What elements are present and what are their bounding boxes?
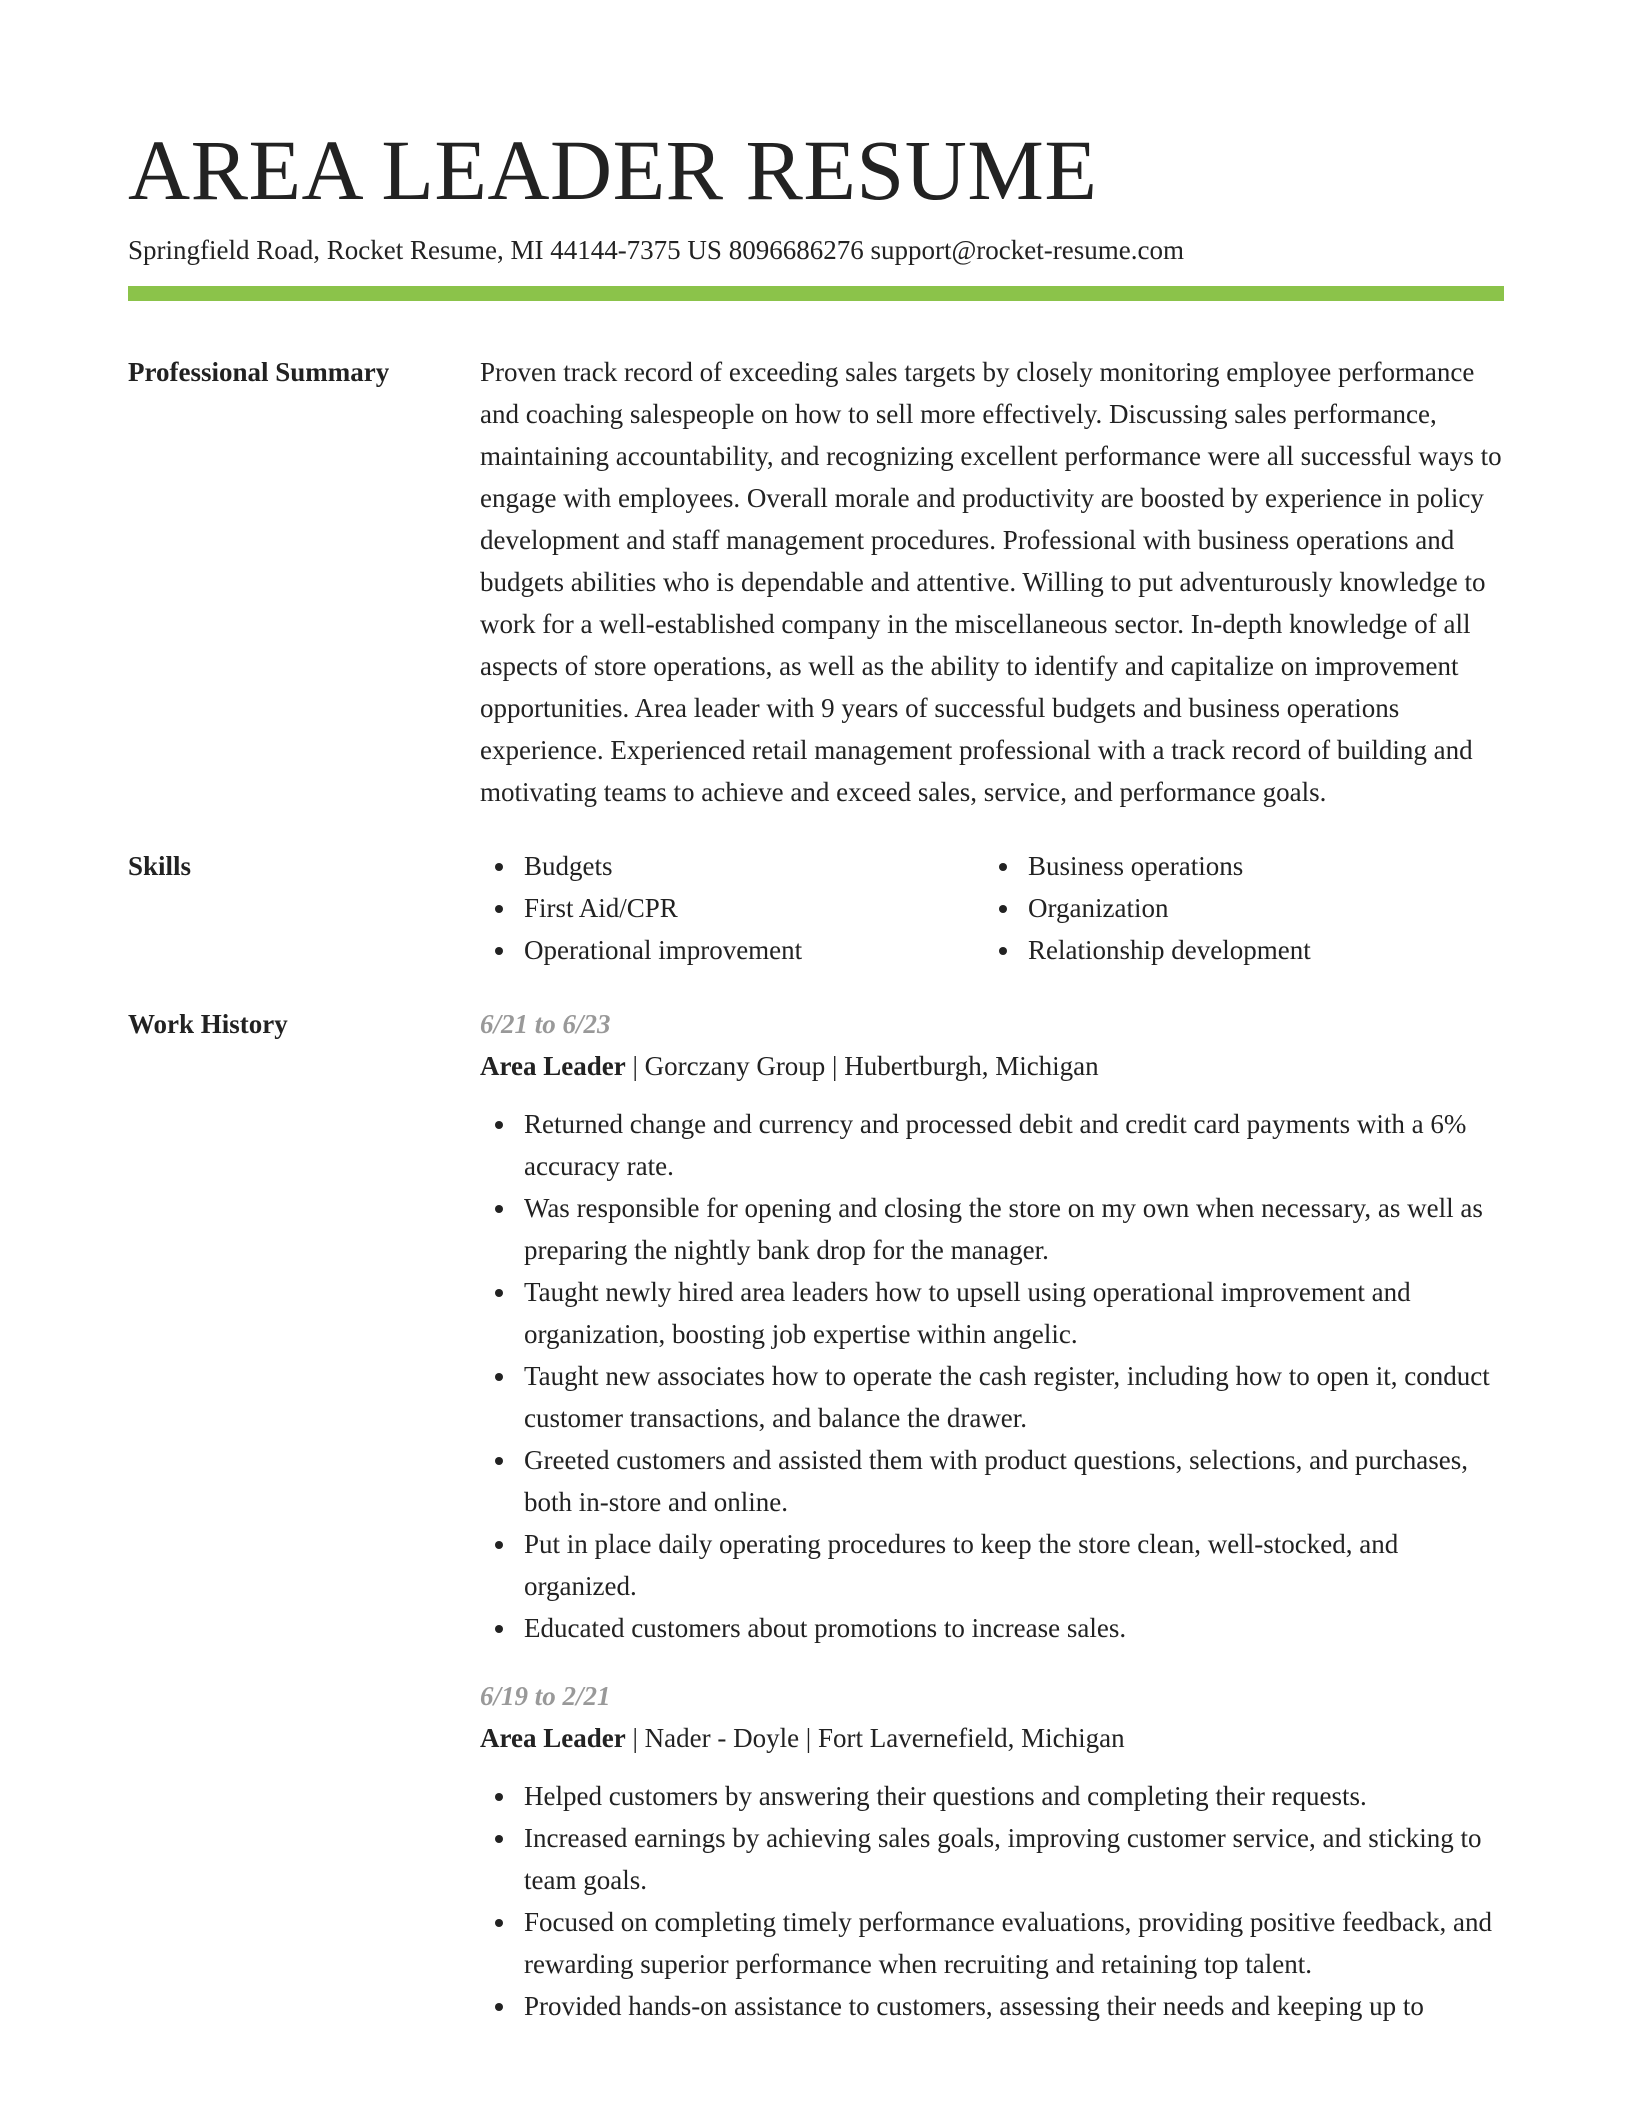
job-bullet: Educated customers about promotions to increase sales.	[480, 1607, 1504, 1649]
job-heading	[480, 1717, 1504, 1759]
job-bullet: Taught newly hired area leaders how to upsell using operational improvement and organization, boosting job expertise within angelic.	[480, 1271, 1504, 1355]
work-history-section	[128, 1003, 1504, 2027]
job-bullet: Greeted customers and assisted them with product questions, selections, and purchases, both in-store and online.	[480, 1439, 1504, 1523]
job-bullet: Increased earnings by achieving sales goals, improving customer service, and sticking to team goals.	[480, 1817, 1504, 1901]
job-dates: 6/21 to 6/23	[480, 1009, 611, 1039]
skill-item: First Aid/CPR	[480, 887, 984, 929]
work-history-body	[480, 1003, 1504, 2027]
job-bullet-list	[480, 1775, 1504, 2027]
skills-body	[480, 845, 1504, 971]
resume-title: AREA LEADER RESUME	[128, 122, 1098, 218]
skills-list	[480, 845, 1504, 971]
job-entry	[480, 1003, 1504, 1649]
job-title: Area Leader	[480, 1051, 626, 1081]
job-bullet: Focused on completing timely performance evaluations, providing positive feedback, and rewarding superior performance when recruiting and retaining top talent.	[480, 1901, 1504, 1985]
job-bullet: Was responsible for opening and closing the store on my own when necessary, as well as preparing the nightly bank drop for the manager.	[480, 1187, 1504, 1271]
job-bullet: Helped customers by answering their questions and completing their requests.	[480, 1775, 1504, 1817]
skill-item: Relationship development	[984, 929, 1504, 971]
job-entry	[480, 1675, 1504, 2027]
job-bullet: Returned change and currency and processed debit and credit card payments with a 6% accuracy rate.	[480, 1103, 1504, 1187]
job-bullet: Provided hands-on assistance to customers, assessing their needs and keeping up to	[480, 1985, 1504, 2027]
job-heading	[480, 1045, 1504, 1087]
skill-item: Business operations	[984, 845, 1504, 887]
skill-item: Organization	[984, 887, 1504, 929]
skill-item: Budgets	[480, 845, 984, 887]
header-divider	[128, 286, 1504, 301]
professional-summary-section	[128, 351, 1504, 813]
section-label: Professional Summary	[128, 357, 390, 387]
resume-page	[128, 118, 1504, 2027]
section-label: Work History	[128, 1009, 288, 1039]
job-bullet: Put in place daily operating procedures to keep the store clean, well-stocked, and organized.	[480, 1523, 1504, 1607]
skill-item: Operational improvement	[480, 929, 984, 971]
job-dates: 6/19 to 2/21	[480, 1681, 611, 1711]
summary-text: Proven track record of exceeding sales targets by closely monitoring employee performance and coaching salespeople on how to sell more effectively. Discussing sales performance, maintaining accountability, and recognizing excellent performance were all successful ways to engage with employees. Overall morale and productivity are boosted by experience in policy development and staff management procedures. Professional with business operations and budgets abilities who is dependable and attentive. Willing to put adventurously knowledge to work for a well-established company in the miscellaneous sector. In-depth knowledge of all aspects of store operations, as well as the ability to identify and capitalize on improvement opportunities. Area leader with 9 years of successful budgets and business operations experience. Experienced retail management professional with a track record of building and motivating teams to achieve and exceed sales, service, and performance goals.	[480, 357, 1502, 807]
contact-line: Springfield Road, Rocket Resume, MI 44144-7375 US 8096686276 support@rocket-resume.com	[128, 235, 1184, 265]
job-details: | Nader - Doyle | Fort Lavernefield, Michigan	[625, 1723, 1125, 1753]
job-bullet: Taught new associates how to operate the cash register, including how to open it, conduct customer transactions, and balance the drawer.	[480, 1355, 1504, 1439]
job-title: Area Leader	[480, 1723, 626, 1753]
job-bullet-list	[480, 1103, 1504, 1649]
section-label: Skills	[128, 851, 192, 881]
job-details: | Gorczany Group | Hubertburgh, Michigan	[625, 1051, 1099, 1081]
skills-section	[128, 845, 1504, 971]
